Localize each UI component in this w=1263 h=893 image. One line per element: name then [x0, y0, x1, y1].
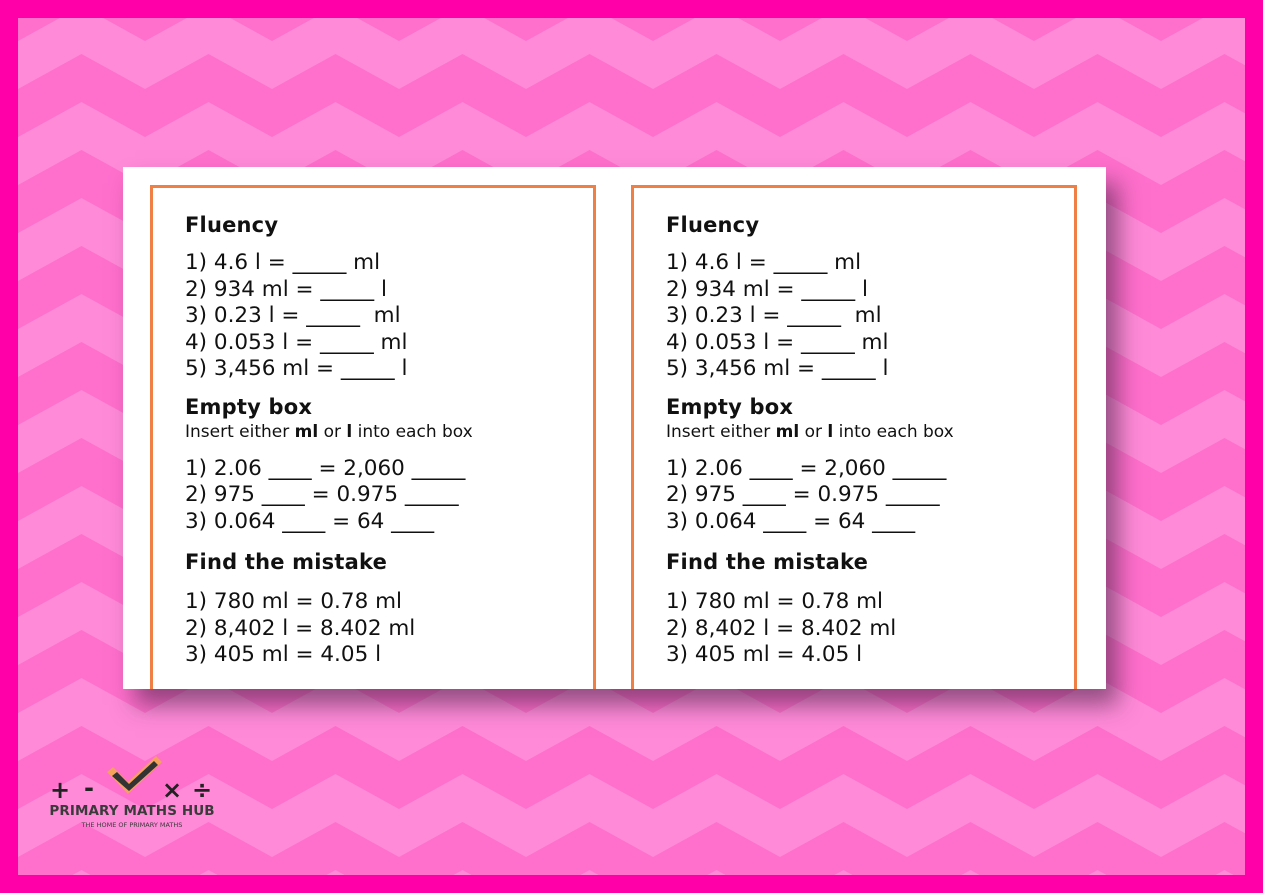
instruction-text: Insert either	[666, 421, 776, 442]
fluency-question: 5) 3,456 ml = _____ l	[666, 356, 889, 381]
empty-box-question: 3) 0.064 ____ = 64 ____	[666, 508, 916, 534]
fluency-question: 4) 0.053 l = _____ ml	[666, 329, 889, 355]
multiply-icon: ×	[162, 776, 183, 804]
find-mistake-heading: Find the mistake	[666, 550, 869, 574]
fluency-heading: Fluency	[666, 213, 760, 237]
instruction-text: or	[799, 421, 828, 442]
find-mistake-question: 1) 780 ml = 0.78 ml	[185, 589, 402, 614]
fluency-question: 3) 0.23 l = _____ ml	[666, 303, 882, 328]
primary-maths-hub-logo	[44, 752, 224, 834]
empty-box-question: 2) 975 ____ = 0.975 _____	[185, 482, 459, 507]
find-mistake-question: 3) 405 ml = 4.05 l	[666, 642, 863, 667]
find-mistake-question: 1) 780 ml = 0.78 ml	[666, 589, 883, 614]
empty-box-heading: Empty box	[666, 394, 794, 419]
instruction-unit-ml: ml	[775, 421, 800, 442]
fluency-question: 5) 3,456 ml = _____ l	[185, 356, 408, 381]
empty-box-instruction	[185, 421, 593, 443]
fluency-heading: Fluency	[185, 213, 279, 237]
minus-icon: -	[84, 774, 94, 802]
fluency-question: 3) 0.23 l = _____ ml	[185, 303, 401, 328]
question-card-right	[631, 185, 1077, 689]
fluency-question: 4) 0.053 l = _____ ml	[185, 329, 408, 355]
plus-icon: +	[50, 776, 71, 804]
empty-box-question: 1) 2.06 ____ = 2,060 _____	[666, 455, 947, 481]
instruction-unit-ml: ml	[294, 421, 319, 442]
fluency-question: 2) 934 ml = _____ l	[185, 276, 387, 302]
fluency-question: 1) 4.6 l = _____ ml	[666, 250, 862, 275]
divide-icon: ÷	[192, 776, 213, 804]
instruction-text: into each box	[352, 421, 473, 442]
fluency-question: 2) 934 ml = _____ l	[666, 276, 868, 302]
fluency-question: 1) 4.6 l = _____ ml	[185, 250, 381, 275]
empty-box-heading: Empty box	[185, 394, 313, 419]
checkmark-icon	[107, 756, 162, 794]
find-mistake-question: 2) 8,402 l = 8.402 ml	[185, 615, 416, 641]
logo-symbols	[44, 752, 224, 804]
find-mistake-question: 3) 405 ml = 4.05 l	[185, 642, 382, 667]
instruction-text: into each box	[833, 421, 954, 442]
empty-box-instruction	[666, 421, 1074, 443]
instruction-unit-l: l	[827, 421, 834, 442]
logo-brand-name: PRIMARY MATHS HUB	[49, 803, 215, 819]
worksheet-sheet	[123, 167, 1106, 689]
find-mistake-heading: Find the mistake	[185, 550, 388, 574]
instruction-text: or	[318, 421, 347, 442]
empty-box-question: 2) 975 ____ = 0.975 _____	[666, 482, 940, 507]
logo-tagline: THE HOME OF PRIMARY MATHS	[81, 821, 183, 829]
question-card-left	[150, 185, 596, 689]
instruction-text: Insert either	[185, 421, 295, 442]
find-mistake-question: 2) 8,402 l = 8.402 ml	[666, 615, 897, 641]
empty-box-question: 1) 2.06 ____ = 2,060 _____	[185, 455, 466, 481]
instruction-unit-l: l	[346, 421, 353, 442]
empty-box-question: 3) 0.064 ____ = 64 ____	[185, 508, 435, 534]
